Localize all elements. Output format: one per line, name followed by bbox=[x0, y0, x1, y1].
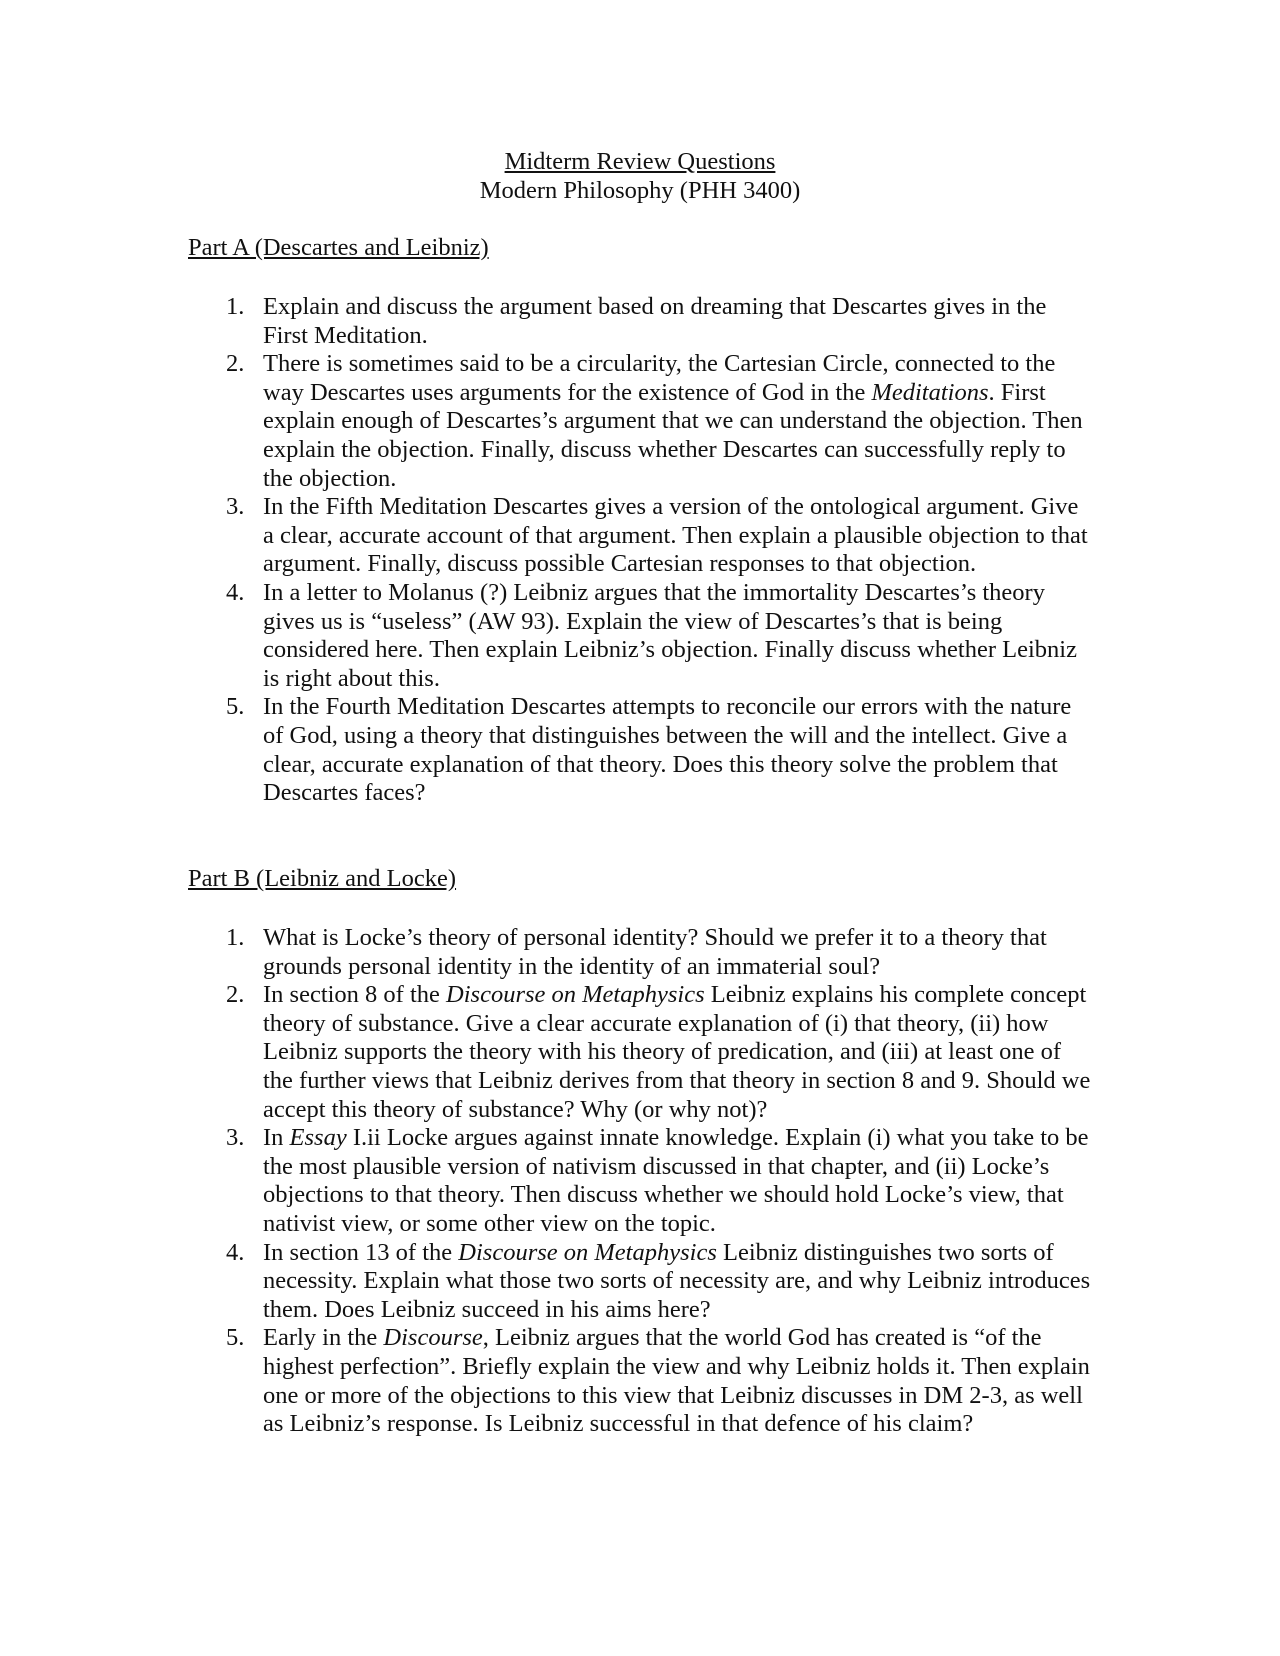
part-a-heading: Part A (Descartes and Leibniz) bbox=[188, 234, 489, 261]
question-text-segment: There is sometimes said to be a circularity, the Cartesian Circle, connected to the way Descartes uses arguments for the existence of God in the bbox=[263, 350, 1056, 406]
question-text-segment: In the Fourth Meditation Descartes attempts to reconcile our errors with the nature of God, using a theory that distinguishes between the will and the intellect. Give a clear, accurate explanation of that theory. Does this theory solve the problem that Descartes faces? bbox=[263, 693, 1072, 807]
question-text bbox=[263, 293, 1093, 350]
question-text-segment: In section 13 of the bbox=[263, 1238, 459, 1266]
question-number: 3. bbox=[226, 493, 245, 521]
question-number: 5. bbox=[226, 693, 245, 721]
question-item bbox=[188, 493, 1093, 579]
question-text-segment: In section 8 of the bbox=[263, 981, 447, 1009]
question-text bbox=[263, 1324, 1093, 1438]
question-text-segment: Leibniz explains his complete concept theory of substance. Give a clear accurate explanation of (i) that theory, (ii) how Leibniz supports the theory with his theory of predication, and (iii) at least one of the further views that Leibniz derives from that theory in section 8 and 9. Should we accept this theory of substance? Why (or why not)? bbox=[263, 981, 1091, 1123]
question-item bbox=[188, 981, 1093, 1124]
question-text-segment: . First explain enough of Descartes’s argument that we can understand the objection. Then explain the objection. Finally, discuss whether Descartes can successfully reply to the objection. bbox=[263, 378, 1083, 492]
question-text bbox=[263, 693, 1093, 807]
question-item bbox=[188, 350, 1093, 493]
question-text-segment: Leibniz distinguishes two sorts of necessity. Explain what those two sorts of necessity are, and why Leibniz introduces them. Does Leibniz succeed in his aims here? bbox=[263, 1238, 1091, 1323]
question-text-segment: I.ii Locke argues against innate knowledge. Explain (i) what you take to be the most plausible version of nativism discussed in that chapter, and (ii) Locke’s objections to that theory. Then discuss whether we should hold Locke’s view, that nativist view, or some other view on the topic. bbox=[263, 1124, 1089, 1237]
work-title: Discourse on Metaphysics bbox=[458, 1238, 717, 1266]
question-text bbox=[263, 350, 1093, 493]
question-number: 4. bbox=[226, 578, 245, 606]
question-item bbox=[188, 1324, 1093, 1438]
question-text-segment: In the Fifth Meditation Descartes gives a version of the ontological argument. Give a clear, accurate account of that argument. Then explain a plausible objection to that argument. Finally, discuss possible Cartesian responses to that objection. bbox=[263, 493, 1088, 578]
question-text-segment: , Leibniz argues that the world God has created is “of the highest perfection”. Briefly explain the view and why Leibniz holds it. Then explain one or more of the objections to this view that Leibniz discusses in DM 2-3, as well as Leibniz’s response. Is Leibniz successful in that defence of his claim? bbox=[263, 1324, 1090, 1438]
question-text bbox=[263, 981, 1093, 1124]
question-text-segment: Explain and discuss the argument based on dreaming that Descartes gives in the First Meditation. bbox=[263, 293, 1047, 349]
question-text-segment: In bbox=[263, 1124, 290, 1152]
question-number: 2. bbox=[226, 981, 245, 1009]
question-number: 1. bbox=[226, 293, 245, 320]
work-title: Discourse bbox=[383, 1324, 483, 1352]
question-item bbox=[188, 579, 1093, 693]
question-text-segment: Early in the bbox=[263, 1324, 384, 1352]
question-item bbox=[188, 693, 1093, 807]
question-item bbox=[188, 293, 1093, 350]
question-text bbox=[263, 579, 1093, 693]
work-title: Meditations bbox=[871, 378, 989, 406]
question-text bbox=[263, 1239, 1093, 1325]
document-title: Midterm Review Questions bbox=[504, 148, 776, 175]
question-number: 4. bbox=[226, 1238, 245, 1266]
question-item bbox=[188, 924, 1093, 981]
work-title: Essay bbox=[289, 1124, 347, 1152]
document-subtitle: Modern Philosophy (PHH 3400) bbox=[479, 177, 801, 204]
question-text bbox=[263, 924, 1093, 981]
question-item bbox=[188, 1239, 1093, 1325]
question-text-segment: What is Locke’s theory of personal identity? Should we prefer it to a theory that grounds personal identity in the identity of an immaterial soul? bbox=[263, 924, 1047, 980]
question-number: 1. bbox=[226, 924, 245, 951]
part-b-heading: Part B (Leibniz and Locke) bbox=[188, 865, 457, 892]
question-number: 5. bbox=[226, 1324, 245, 1352]
part-b-question-list bbox=[188, 924, 1093, 1439]
question-item bbox=[188, 1124, 1093, 1238]
question-text bbox=[263, 1124, 1093, 1238]
part-a-question-list bbox=[188, 293, 1093, 808]
question-number: 3. bbox=[226, 1124, 245, 1152]
question-number: 2. bbox=[226, 350, 245, 378]
question-text-segment: In a letter to Molanus (?) Leibniz argues that the immortality Descartes’s theory gives us is “useless” (AW 93). Explain the view of Descartes’s that is being considered here. Then explain Leibniz’s objection. Finally discuss whether Leibniz is right about this. bbox=[263, 578, 1077, 692]
work-title: Discourse on Metaphysics bbox=[446, 981, 705, 1009]
question-text bbox=[263, 493, 1093, 579]
